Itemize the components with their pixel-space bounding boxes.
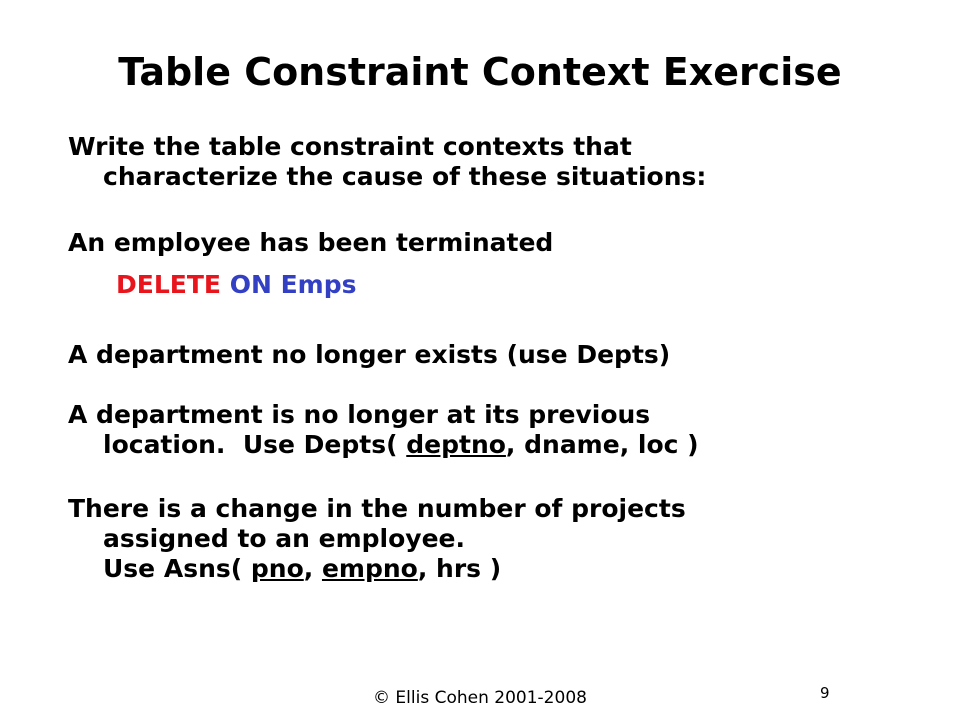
intro-paragraph xyxy=(68,132,928,192)
empno-key: empno xyxy=(321,554,418,583)
question-3-suffix: , dname, loc ) xyxy=(505,430,699,459)
intro-line-1: Write the table constraint contexts that xyxy=(68,132,632,161)
question-1 xyxy=(68,228,928,258)
deptno-key: deptno xyxy=(406,430,506,459)
delete-keyword: DELETE xyxy=(116,270,221,299)
question-4-prefix: Use Asns( xyxy=(103,554,251,583)
question-4-line-1: There is a change in the number of projects xyxy=(68,494,686,523)
table-name: Emps xyxy=(280,270,357,299)
intro-line-2: characterize the cause of these situations: xyxy=(103,162,707,191)
question-3 xyxy=(68,400,928,460)
question-2 xyxy=(68,340,928,370)
on-keyword: ON xyxy=(229,270,272,299)
copyright-footer: © Ellis Cohen 2001-2008 xyxy=(373,688,587,708)
question-2-text: A department no longer exists (use Depts) xyxy=(68,340,671,369)
answer-1 xyxy=(116,270,960,300)
question-3-line-1: A department is no longer at its previous xyxy=(68,400,651,429)
question-4 xyxy=(68,494,928,584)
question-4-separator: , xyxy=(303,554,322,583)
pno-key: pno xyxy=(250,554,304,583)
question-4-line-2: assigned to an employee. xyxy=(103,524,465,553)
question-3-line-2 xyxy=(68,430,928,460)
question-3-prefix: location. Use Depts( xyxy=(103,430,407,459)
question-1-text: An employee has been terminated xyxy=(68,228,554,257)
slide-title: Table Constraint Context Exercise xyxy=(118,50,842,94)
question-4-line-3 xyxy=(68,554,928,584)
page-number: 9 xyxy=(820,684,830,702)
question-4-suffix: , hrs ) xyxy=(417,554,502,583)
